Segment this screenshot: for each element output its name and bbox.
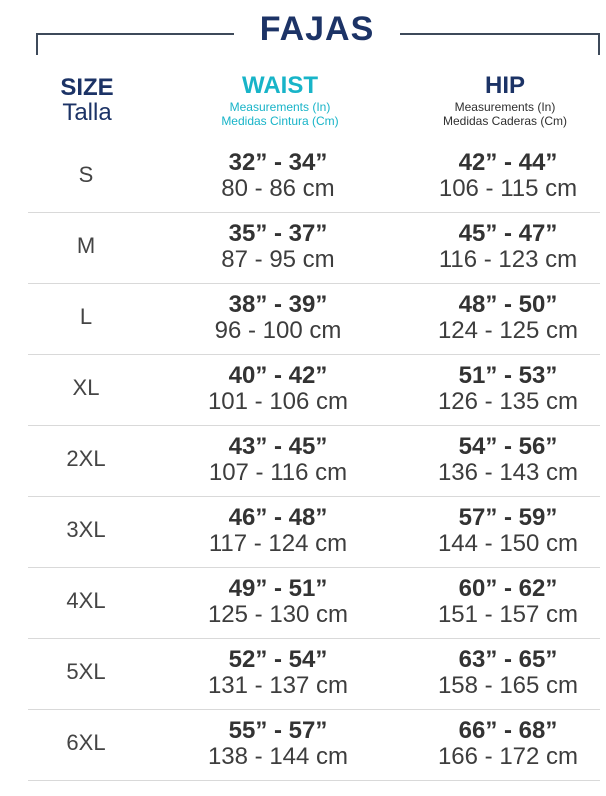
size-cell: M — [76, 233, 96, 258]
waist-cell — [188, 221, 368, 273]
waist-header-label: WAIST — [242, 72, 318, 99]
table-row — [28, 426, 600, 497]
hip-cell — [418, 718, 598, 770]
hip-cell — [418, 363, 598, 415]
table-row — [28, 639, 600, 710]
hip-inches: 48” - 50” — [458, 291, 558, 318]
size-table — [28, 142, 600, 781]
table-row — [28, 497, 600, 568]
waist-cell — [188, 434, 368, 486]
size-cell: XL — [72, 375, 100, 400]
hip-cell — [418, 505, 598, 557]
waist-inches: 35” - 37” — [228, 220, 328, 247]
waist-header-sub1: Measurements (In) — [229, 100, 331, 114]
table-header — [0, 70, 606, 140]
waist-header — [180, 72, 380, 128]
table-row — [28, 568, 600, 639]
size-header-label: SIZE — [60, 74, 114, 101]
table-row — [28, 284, 600, 355]
size-header-sublabel: Talla — [62, 99, 112, 126]
waist-cm: 96 - 100 cm — [214, 317, 342, 344]
table-row — [28, 142, 600, 213]
hip-cm: 106 - 115 cm — [438, 175, 578, 202]
hip-inches: 54” - 56” — [458, 433, 558, 460]
hip-inches: 63” - 65” — [458, 646, 558, 673]
title-banner — [0, 0, 606, 60]
hip-cell — [418, 221, 598, 273]
hip-cm: 151 - 157 cm — [437, 601, 579, 628]
hip-cm: 126 - 135 cm — [437, 388, 579, 415]
waist-inches: 32” - 34” — [228, 149, 328, 176]
hip-inches: 60” - 62” — [458, 575, 558, 602]
frame-line-left — [36, 33, 234, 35]
waist-cell — [188, 718, 368, 770]
size-header — [52, 76, 122, 126]
waist-cm: 125 - 130 cm — [207, 601, 349, 628]
hip-cell — [418, 576, 598, 628]
frame-tick-right — [598, 33, 600, 55]
table-row — [28, 213, 600, 284]
hip-inches: 45” - 47” — [458, 220, 558, 247]
size-cell: S — [78, 162, 94, 187]
waist-inches: 55” - 57” — [228, 717, 328, 744]
hip-cell — [418, 434, 598, 486]
waist-cm: 101 - 106 cm — [207, 388, 349, 415]
waist-cell — [188, 292, 368, 344]
size-cell: 2XL — [66, 446, 106, 471]
waist-inches: 49” - 51” — [228, 575, 328, 602]
hip-header-label: HIP — [484, 72, 525, 99]
waist-cell — [188, 150, 368, 202]
page-title: FAJAS — [259, 10, 375, 48]
waist-cm: 138 - 144 cm — [207, 743, 349, 770]
hip-inches: 57” - 59” — [458, 504, 558, 531]
waist-cm: 131 - 137 cm — [207, 672, 349, 699]
size-cell: 3XL — [66, 517, 106, 542]
hip-cell — [418, 150, 598, 202]
hip-header-sub2: Medidas Caderas (Cm) — [442, 114, 568, 128]
waist-inches: 38” - 39” — [228, 291, 328, 318]
size-cell: 4XL — [66, 588, 106, 613]
hip-cm: 136 - 143 cm — [437, 459, 579, 486]
size-cell: 6XL — [66, 730, 106, 755]
frame-line-right — [400, 33, 600, 35]
hip-cm: 166 - 172 cm — [437, 743, 579, 770]
size-cell: L — [79, 304, 93, 329]
hip-cm: 116 - 123 cm — [438, 246, 578, 273]
table-row — [28, 710, 600, 781]
waist-inches: 46” - 48” — [228, 504, 328, 531]
hip-cell — [418, 292, 598, 344]
waist-cm: 87 - 95 cm — [221, 246, 335, 273]
waist-cell — [188, 647, 368, 699]
waist-inches: 43” - 45” — [228, 433, 328, 460]
waist-cm: 117 - 124 cm — [208, 530, 348, 557]
waist-header-sub2: Medidas Cintura (Cm) — [221, 114, 339, 128]
hip-header-sub1: Measurements (In) — [454, 100, 556, 114]
waist-cell — [188, 363, 368, 415]
waist-cell — [188, 505, 368, 557]
hip-cm: 144 - 150 cm — [437, 530, 579, 557]
hip-cm: 124 - 125 cm — [437, 317, 579, 344]
frame-tick-left — [36, 33, 38, 55]
hip-cm: 158 - 165 cm — [437, 672, 579, 699]
waist-inches: 52” - 54” — [228, 646, 328, 673]
waist-inches: 40” - 42” — [228, 362, 328, 389]
hip-cell — [418, 647, 598, 699]
waist-cm: 107 - 116 cm — [208, 459, 348, 486]
hip-inches: 66” - 68” — [458, 717, 558, 744]
hip-inches: 51” - 53” — [458, 362, 558, 389]
table-row — [28, 355, 600, 426]
waist-cm: 80 - 86 cm — [221, 175, 335, 202]
hip-inches: 42” - 44” — [458, 149, 558, 176]
hip-header — [410, 72, 600, 128]
size-cell: 5XL — [66, 659, 106, 684]
waist-cell — [188, 576, 368, 628]
